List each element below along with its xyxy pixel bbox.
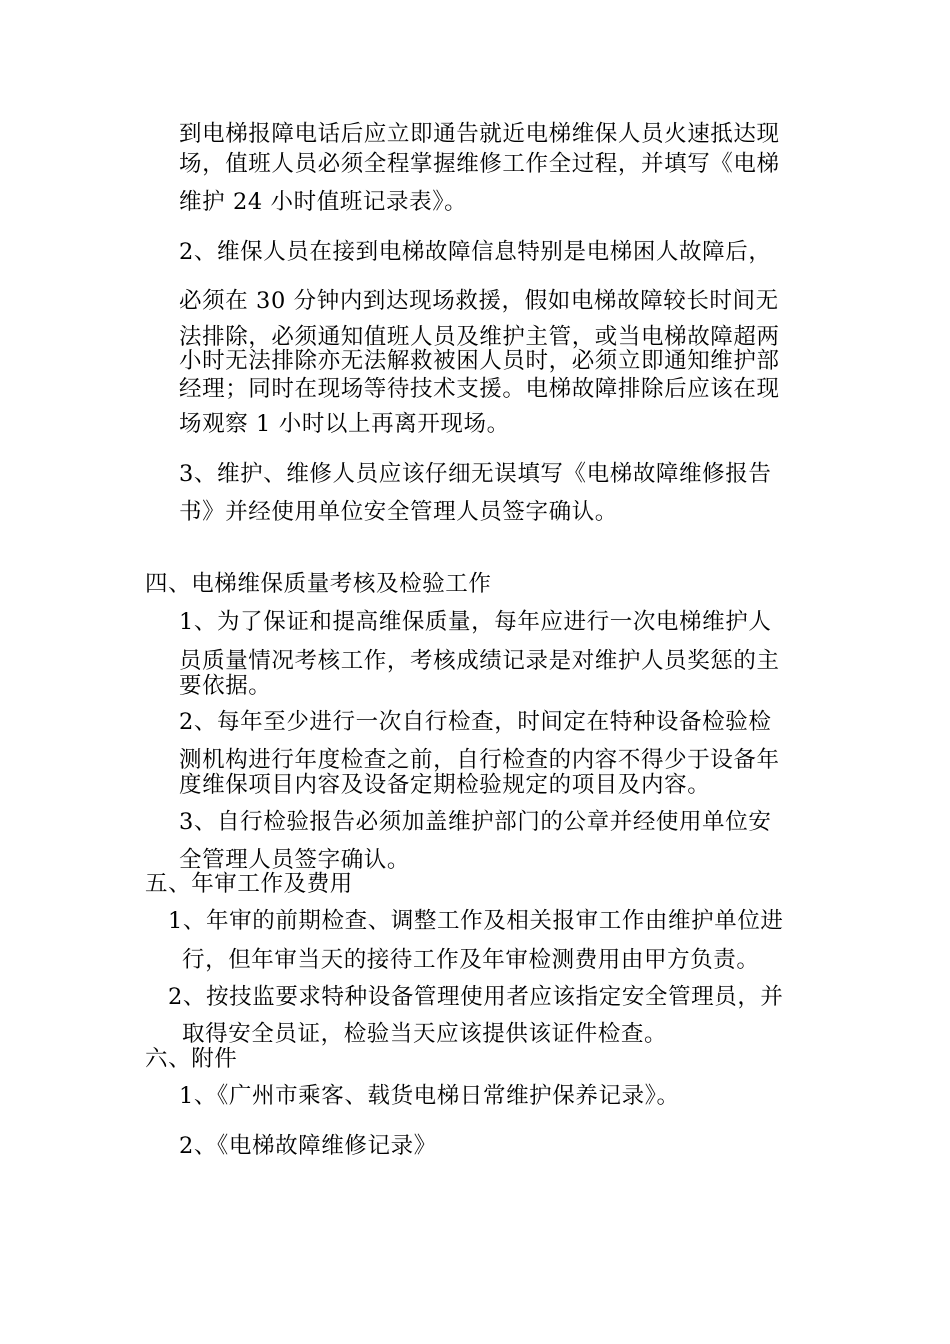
text-line: 经理；同时在现场等待技术支援。电梯故障排除后应该在现 xyxy=(179,376,780,402)
text-line: 员质量情况考核工作，考核成绩记录是对维护人员奖惩的主 xyxy=(179,648,780,674)
text-line: 全管理人员签字确认。 xyxy=(179,847,411,873)
text-line: 取得安全员证，检验当天应该提供该证件检查。 xyxy=(182,1021,668,1047)
text-line: 3、自行检验报告必须加盖维护部门的公章并经使用单位安 xyxy=(179,809,772,835)
text-line: 书》并经使用单位安全管理人员签字确认。 xyxy=(179,499,618,525)
text-line: 2、每年至少进行一次自行检查，时间定在特种设备检验检 xyxy=(179,709,772,735)
text-line: 测机构进行年度检查之前，自行检查的内容不得少于设备年 xyxy=(179,747,780,773)
text-line: 1、为了保证和提高维保质量，每年应进行一次电梯维护人 xyxy=(179,609,772,635)
text-line: 小时无法排除亦无法解救被困人员时，必须立即通知维护部 xyxy=(179,348,780,374)
text-line: 场，值班人员必须全程掌握维修工作全过程，并填写《电梯 xyxy=(179,151,780,177)
text-line: 3、维护、维修人员应该仔细无误填写《电梯故障维修报告 xyxy=(179,461,772,487)
text-line: 法排除，必须通知值班人员及维护主管，或当电梯故障超两 xyxy=(179,324,780,350)
attachment-item: 1、《广州市乘客、载货电梯日常维护保养记录》。 xyxy=(179,1083,680,1109)
section-heading: 五、年审工作及费用 xyxy=(145,871,353,897)
attachment-item: 2、《电梯故障维修记录》 xyxy=(179,1133,437,1159)
section-heading: 四、电梯维保质量考核及检验工作 xyxy=(145,571,492,597)
text-line: 场观察 1 小时以上再离开现场。 xyxy=(179,411,510,437)
section-heading: 六、附件 xyxy=(145,1046,238,1072)
text-line: 2、维保人员在接到电梯故障信息特别是电梯困人故障后， xyxy=(179,239,772,265)
text-line: 维护 24 小时值班记录表》。 xyxy=(179,189,468,215)
text-line: 度维保项目内容及设备定期检验规定的项目及内容。 xyxy=(179,772,711,798)
text-line: 要依据。 xyxy=(179,673,272,699)
text-line: 1、年审的前期检查、调整工作及相关报审工作由维护单位进 xyxy=(168,908,784,934)
text-line: 行，但年审当天的接待工作及年审检测费用由甲方负责。 xyxy=(182,947,760,973)
text-line: 2、按技监要求特种设备管理使用者应该指定安全管理员，并 xyxy=(168,984,784,1010)
text-line: 到电梯报障电话后应立即通告就近电梯维保人员火速抵达现 xyxy=(179,121,780,147)
text-line: 必须在 30 分钟内到达现场救援，假如电梯故障较长时间无 xyxy=(179,288,779,314)
